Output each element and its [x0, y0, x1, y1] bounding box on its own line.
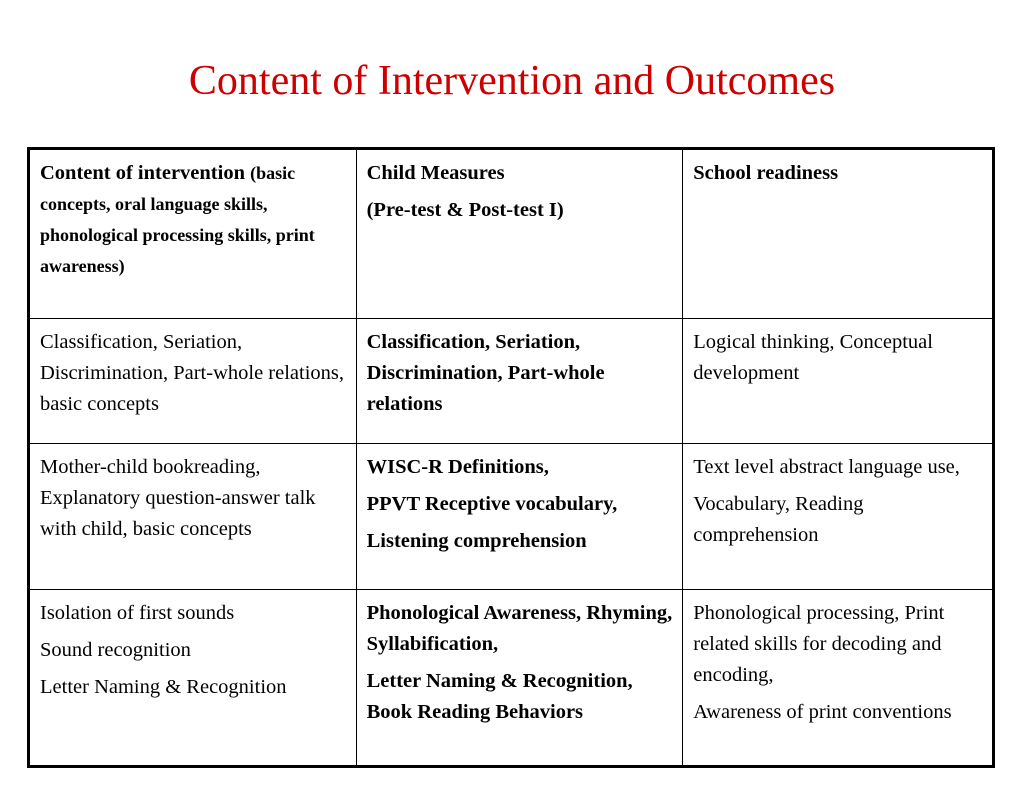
table-row — [29, 319, 994, 444]
cell-text: WISC-R Definitions, — [366, 456, 549, 478]
cell-text: Listening comprehension — [366, 530, 587, 552]
table-header-row — [29, 149, 994, 319]
cell-measures — [356, 444, 683, 590]
cell-text: Mother-child bookreading, Explanatory question-answer talk with child, basic concepts — [40, 456, 316, 540]
cell-text: Logical thinking, Conceptual development — [693, 331, 933, 384]
cell-text: Letter Naming & Recognition — [40, 676, 287, 698]
header-col1-main: Content of intervention — [40, 162, 245, 184]
table-row — [29, 444, 994, 590]
header-content-of-intervention — [29, 149, 357, 319]
cell-text: Classification, Seriation, Discrimination, Part-whole relations — [366, 331, 605, 415]
cell-text: Letter Naming & Recognition, Book Reading Behaviors — [366, 670, 633, 723]
table-row — [29, 590, 994, 767]
cell-text: Phonological Awareness, Rhyming, Syllabification, — [366, 602, 673, 655]
header-col3: School readiness — [693, 162, 839, 184]
cell-text: Text level abstract language use, — [693, 456, 960, 478]
cell-measures — [356, 319, 683, 444]
cell-measures — [356, 590, 683, 767]
cell-text: Sound recognition — [40, 639, 191, 661]
cell-text: Classification, Seriation, Discrimination, Part-whole relations, basic concepts — [40, 331, 345, 415]
header-col1-note: (basic concepts, oral language skills, phonological processing skills, print awareness) — [40, 163, 315, 276]
cell-readiness — [683, 319, 994, 444]
cell-text: Awareness of print conventions — [693, 701, 952, 723]
header-school-readiness — [683, 149, 994, 319]
header-col2-line2: (Pre-test & Post-test I) — [366, 199, 564, 221]
cell-readiness — [683, 590, 994, 767]
header-child-measures — [356, 149, 683, 319]
cell-readiness — [683, 444, 994, 590]
outcomes-table — [27, 147, 995, 768]
cell-text: Isolation of first sounds — [40, 602, 235, 624]
cell-content — [29, 590, 357, 767]
cell-text: PPVT Receptive vocabulary, — [366, 493, 618, 515]
slide-title: Content of Intervention and Outcomes — [188, 58, 836, 104]
cell-content — [29, 444, 357, 590]
cell-text: Phonological processing, Print related skills for decoding and encoding, — [693, 602, 945, 686]
cell-text: Vocabulary, Reading comprehension — [693, 493, 864, 546]
cell-content — [29, 319, 357, 444]
header-col2-line1: Child Measures — [366, 162, 505, 184]
